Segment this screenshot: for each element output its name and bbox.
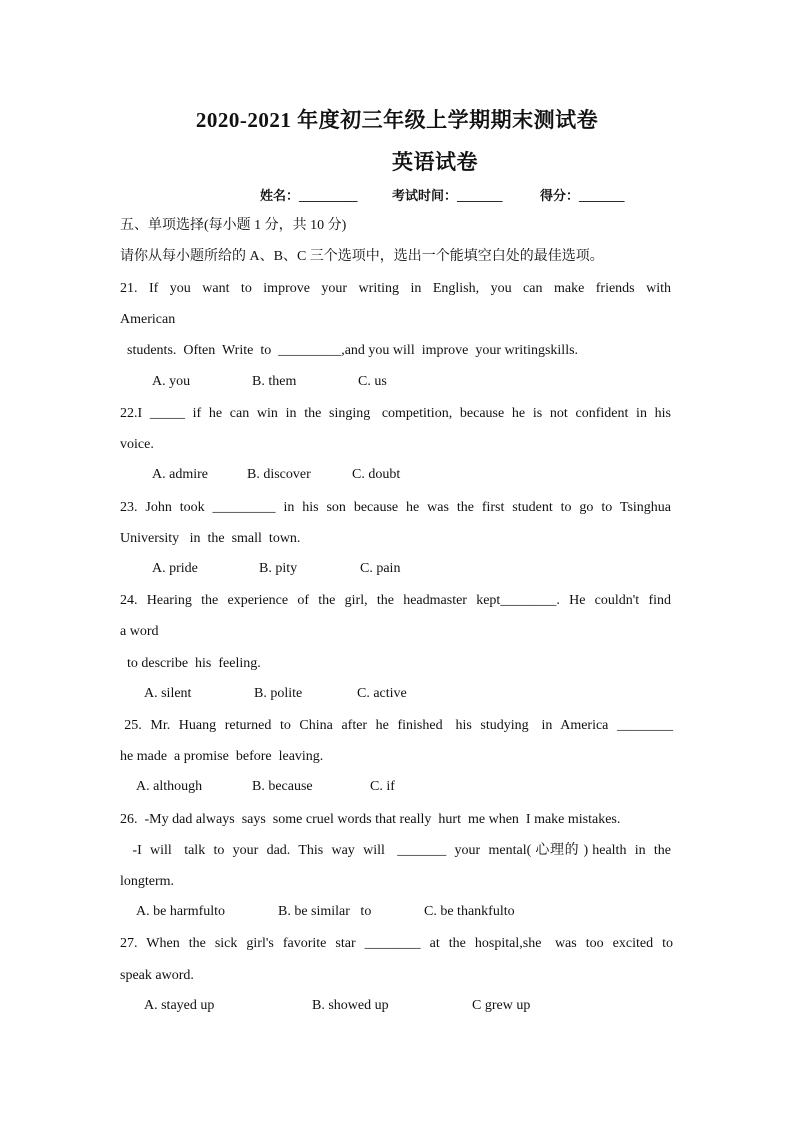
name-field: 姓名：_________ xyxy=(260,188,358,203)
question-24-line-1: 24. Hearing the experience of the girl, the headmaster kept________. He couldn't find xyxy=(120,593,671,608)
question-24-option-a: A. silent xyxy=(144,686,192,701)
page-title: 2020-2021 年度初三年级上学期期末测试卷 xyxy=(195,108,599,132)
question-25-option-b: B. because xyxy=(252,779,313,794)
question-22-option-b: B. discover xyxy=(247,467,311,482)
question-27-option-a: A. stayed up xyxy=(144,998,215,1013)
question-26-line-2: -I will talk to your dad. This way will _______ your mental( 心理的 ) health in the xyxy=(120,843,671,858)
question-24-line-3: to describe his feeling. xyxy=(120,656,261,671)
question-22-option-a: A. admire xyxy=(152,467,208,482)
score-field: 得分：_______ xyxy=(540,188,625,203)
question-27-option-b: B. showed up xyxy=(312,998,389,1013)
question-23-option-c: C. pain xyxy=(360,561,401,576)
question-25-line-1: 25. Mr. Huang returned to China after he finished his studying in America ________ xyxy=(120,718,673,733)
section-instruction: 请你从每小题所给的 A、B、C 三个选项中，选出一个能填空白处的最佳选项。 xyxy=(120,249,604,264)
question-23-option-a: A. pride xyxy=(152,561,198,576)
page-subtitle: 英语试卷 xyxy=(392,150,478,174)
exam-time-field: 考试时间：_______ xyxy=(392,188,503,203)
question-26-line-1: 26. -My dad always says some cruel words that really hurt me when I make mistakes. xyxy=(120,812,621,827)
question-21-line-2: American xyxy=(120,312,176,327)
question-26-option-b: B. be similar to xyxy=(278,904,372,919)
question-26-line-3: longterm. xyxy=(120,874,175,889)
question-21-option-c: C. us xyxy=(358,374,387,389)
question-23-line-2: University in the small town. xyxy=(120,531,301,546)
question-21-option-b: B. them xyxy=(252,374,297,389)
question-26-option-a: A. be harmfulto xyxy=(136,904,226,919)
question-22-option-c: C. doubt xyxy=(352,467,401,482)
question-27-option-c: C grew up xyxy=(472,998,531,1013)
question-24-line-2: a word xyxy=(120,624,159,639)
question-27-line-2: speak aword. xyxy=(120,968,194,983)
question-21-line-1: 21. If you want to improve your writing in English, you can make friends with xyxy=(120,281,671,296)
question-21-line-3: students. Often Write to _________,and you will improve your writingskills. xyxy=(120,343,579,358)
question-23-line-1: 23. John took _________ in his son because he was the first student to go to Tsinghua xyxy=(120,500,671,515)
section-heading: 五、单项选择(每小题 1 分，共 10 分) xyxy=(120,218,347,233)
question-24-option-c: C. active xyxy=(357,686,407,701)
question-27-line-1: 27. When the sick girl's favorite star ________ at the hospital,she was too excited to xyxy=(120,936,673,951)
question-22-line-2: voice. xyxy=(120,437,154,452)
question-22-line-1: 22.I _____ if he can win in the singing competition, because he is not confident in his xyxy=(120,406,671,421)
question-26-option-c: C. be thankfulto xyxy=(424,904,515,919)
question-25-option-a: A. although xyxy=(136,779,203,794)
question-21-option-a: A. you xyxy=(152,374,191,389)
question-23-option-b: B. pity xyxy=(259,561,298,576)
question-25-line-2: he made a promise before leaving. xyxy=(120,749,324,764)
question-24-option-b: B. polite xyxy=(254,686,303,701)
question-25-option-c: C. if xyxy=(370,779,395,794)
